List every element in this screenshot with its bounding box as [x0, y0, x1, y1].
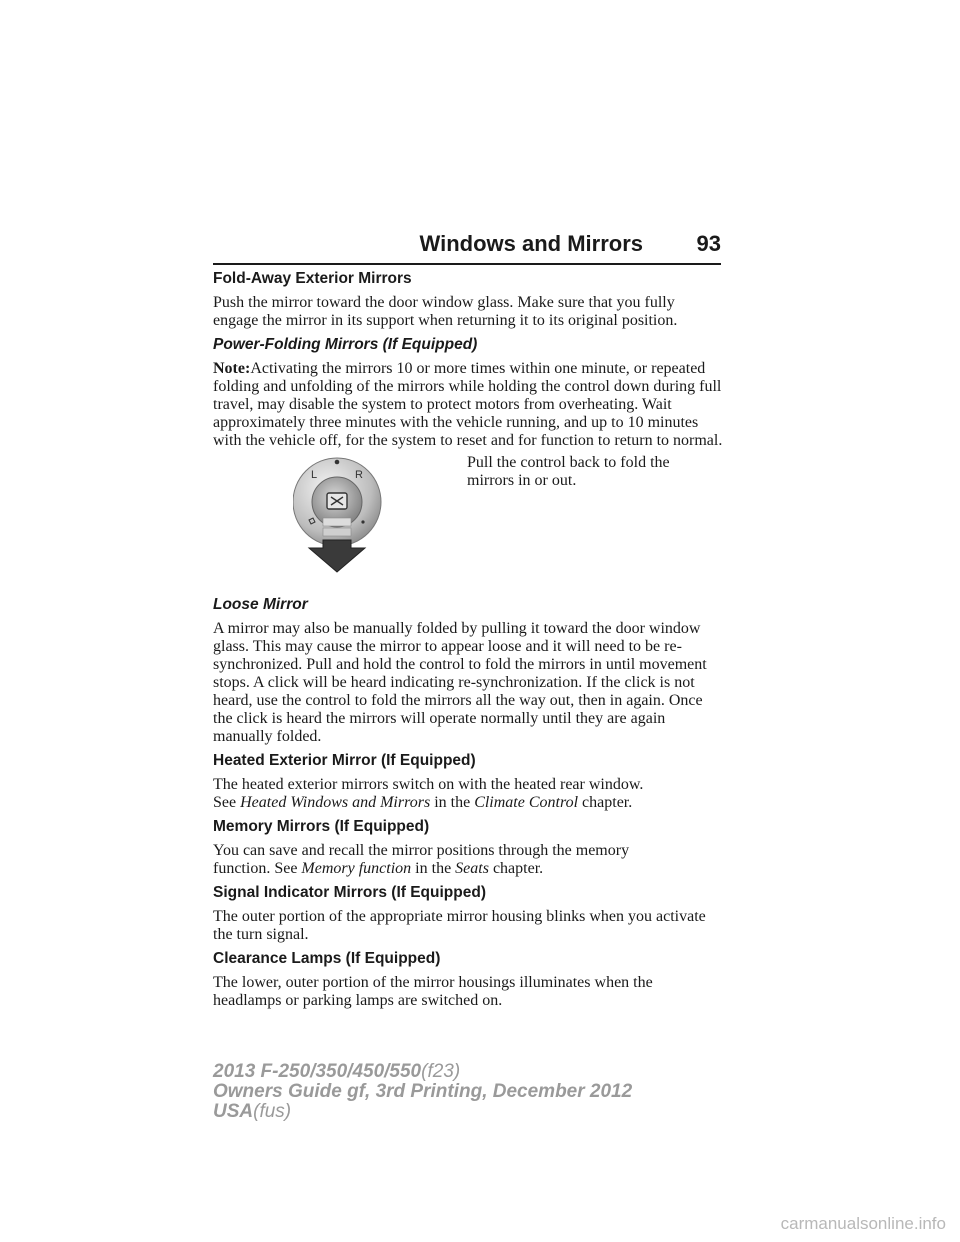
- footer-guide-line: Owners Guide gf, 3rd Printing, December 2012: [213, 1081, 633, 1102]
- page-footer: [213, 1062, 632, 1122]
- seats-reference: Seats: [455, 860, 489, 877]
- figure-row: [213, 456, 723, 574]
- body-memory-mirrors: [213, 842, 723, 878]
- body-fold-away: Push the mirror toward the door window glass. Make sure that you fully engage the mirror in its support when returning it to its original position.: [213, 294, 678, 329]
- mirror-control-knob-illustration: [293, 456, 383, 574]
- memory-function-reference: Memory function: [301, 860, 412, 877]
- see-word: See: [213, 794, 237, 811]
- chapter-word: chapter.: [492, 860, 544, 877]
- footer-model-code: (f23): [421, 1061, 461, 1082]
- footer-region-line: [213, 1102, 632, 1122]
- footer-model-line: [213, 1062, 632, 1082]
- memory-line1: You can save and recall the mirror positions through the memory: [213, 842, 630, 859]
- note-text: Activating the mirrors 10 or more times within one minute, or repeated folding and unfolding of the mirrors while holding the control down during full travel, may disable the system to protect motors from overheating. Wait approximately three minutes with the vehicle running, and up to 10 minutes with the vehicle off, for the system to reset and for function to return to normal.: [213, 360, 723, 449]
- body-clearance-lamps: The lower, outer portion of the mirror housings illuminates when the headlamps or parking lamps are switched on.: [213, 974, 653, 1009]
- footer-model: 2013 F-250/350/450/550: [213, 1061, 422, 1082]
- heated-line1: The heated exterior mirrors switch on with the heated rear window.: [213, 776, 644, 793]
- page-number: 93: [696, 231, 721, 256]
- body-signal-indicator: The outer portion of the appropriate mirror housing blinks when you activate the turn signal.: [213, 908, 706, 943]
- watermark: carmanualsonline.info: [780, 1214, 946, 1233]
- body-loose-mirror: A mirror may also be manually folded by pulling it toward the door window glass. This may cause the mirror to appear loose and it will need to be re-synchronized. Pull and hold the control to fold the mirrors in until movement stops. A click will be heard indicating re-synchronization. If the click is not heard, use the control to fold the mirrors all the way out, then in again. Once the click is heard the mirrors will operate normally until they are again manually folded.: [213, 620, 707, 745]
- in-the-word: in the: [434, 794, 471, 811]
- climate-control-reference: Climate Control: [474, 794, 579, 811]
- footer-region-code: (fus): [253, 1101, 292, 1122]
- chapter-title: Windows and Mirrors: [419, 231, 643, 256]
- heading-signal-indicator: Signal Indicator Mirrors (If Equipped): [213, 884, 486, 901]
- page-content: [213, 270, 723, 1016]
- heading-loose-mirror: Loose Mirror: [213, 596, 308, 613]
- body-heated-mirror: [213, 776, 723, 812]
- heading-memory-mirrors: Memory Mirrors (If Equipped): [213, 818, 430, 835]
- svg-text:R: R: [355, 469, 363, 481]
- in-the-word: in the: [415, 860, 452, 877]
- figure-caption: Pull the control back to fold the mirrors in or out.: [467, 454, 670, 489]
- heated-windows-reference: Heated Windows and Mirrors: [240, 794, 431, 811]
- memory-line2-prefix: function. See: [213, 860, 298, 877]
- heading-clearance-lamps: Clearance Lamps (If Equipped): [213, 950, 441, 967]
- note-paragraph: [213, 360, 723, 450]
- footer-region: USA: [213, 1101, 254, 1122]
- chapter-word: chapter.: [582, 794, 633, 811]
- heading-heated-mirror: Heated Exterior Mirror (If Equipped): [213, 752, 476, 769]
- page-header: [213, 227, 721, 265]
- note-label: Note:: [213, 360, 251, 377]
- heading-power-folding: Power-Folding Mirrors (If Equipped): [213, 336, 478, 353]
- heading-fold-away: Fold-Away Exterior Mirrors: [213, 270, 412, 287]
- svg-text:L: L: [311, 469, 318, 481]
